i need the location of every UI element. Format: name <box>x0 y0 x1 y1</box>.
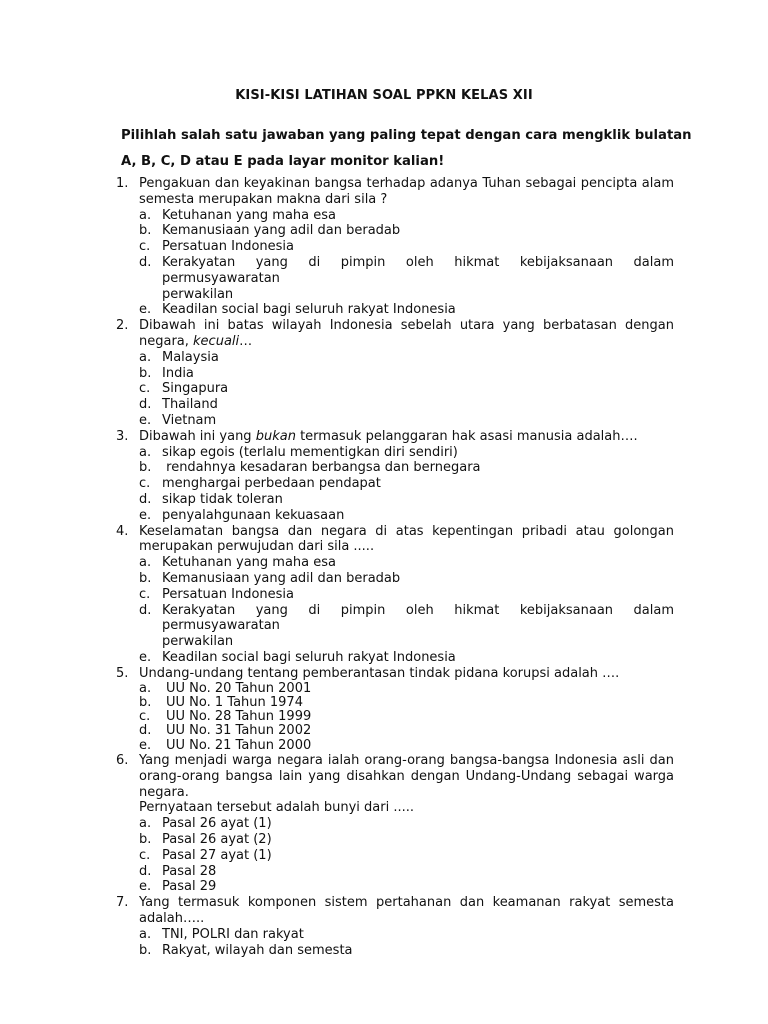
option-a[interactable] <box>0 816 768 832</box>
option-text: UU No. 21 Tahun 2000 <box>166 737 312 753</box>
question-text-line: negara, <box>139 333 194 349</box>
question-text <box>139 895 674 927</box>
option-text: Pasal 29 <box>162 879 217 895</box>
option-text: UU No. 20 Tahun 2001 <box>166 680 312 696</box>
option-text: UU No. 31 Tahun 2002 <box>166 723 312 739</box>
question-text: Undang-undang tentang pemberantasan tindak pidana korupsi adalah …. <box>139 665 620 681</box>
option-text: Keadilan social bagi seluruh rakyat Indonesia <box>162 302 456 318</box>
option-letter: b. <box>139 694 152 710</box>
option-d[interactable] <box>0 255 768 302</box>
question-number: 3. <box>116 428 129 444</box>
option-letter: e. <box>139 507 152 523</box>
option-text: Rakyat, wilayah dan semesta <box>162 942 353 958</box>
option-c[interactable] <box>0 848 768 864</box>
question-text-line: Dibawah ini batas wilayah Indonesia sebelah utara yang berbatasan dengan <box>139 318 674 334</box>
question-4 <box>0 524 768 666</box>
option-text: menghargai perbedaan pendapat <box>162 476 381 492</box>
option-letter: b. <box>139 942 152 958</box>
question-1 <box>0 176 768 318</box>
option-d[interactable] <box>0 603 768 650</box>
option-b[interactable] <box>0 366 768 382</box>
option-text <box>162 255 674 302</box>
option-letter: c. <box>139 476 151 492</box>
option-list <box>0 555 768 666</box>
question-number: 5. <box>116 665 129 681</box>
option-letter: e. <box>139 649 152 665</box>
question-text <box>139 318 674 350</box>
option-letter: c. <box>139 586 151 602</box>
option-letter: b. <box>139 365 152 381</box>
option-letter: e. <box>139 302 152 318</box>
question-text-tail: … <box>239 333 253 349</box>
option-c[interactable] <box>0 587 768 603</box>
option-text: Kemanusiaan yang adil dan beradab <box>162 570 401 586</box>
option-text <box>162 603 674 650</box>
option-text: Keadilan social bagi seluruh rakyat Indonesia <box>162 649 456 665</box>
option-a[interactable] <box>0 927 768 943</box>
question-3 <box>0 429 768 524</box>
option-a[interactable] <box>0 445 768 461</box>
question-text-tail: termasuk pelanggaran hak asasi manusia adalah…. <box>295 428 638 444</box>
question-text <box>139 176 674 208</box>
option-text-line: Kerakyatan yang di pimpin oleh hikmat kebijaksanaan dalam permusyawaratan <box>162 602 674 634</box>
option-letter: e. <box>139 412 152 428</box>
question-text <box>139 753 674 800</box>
option-text-line: perwakilan <box>162 286 234 302</box>
question-text-line: Pengakuan dan keyakinan bangsa terhadap adanya Tuhan sebagai pencipta alam <box>139 176 674 191</box>
question-text <box>139 524 674 556</box>
option-letter: a. <box>139 207 152 223</box>
option-a[interactable] <box>0 350 768 366</box>
instruction-line-1: Pilihlah salah satu jawaban yang paling tepat dengan cara mengklik bulatan <box>121 128 692 143</box>
option-c[interactable] <box>0 476 768 492</box>
option-letter: b. <box>139 831 152 847</box>
question-text-line: Yang menjadi warga negara ialah orang-orang bangsa-bangsa Indonesia asli dan <box>139 752 674 768</box>
option-text: India <box>162 365 194 381</box>
option-b[interactable] <box>0 696 768 710</box>
option-list <box>0 350 768 429</box>
question-emphasis: kecuali <box>193 333 240 349</box>
option-text: Persatuan Indonesia <box>162 239 294 255</box>
option-text-line: perwakilan <box>162 634 234 650</box>
option-letter: c. <box>139 847 151 863</box>
option-list <box>0 816 768 895</box>
question-text-line: orang-orang bangsa lain yang disahkan dengan Undang-Undang sebagai warga <box>139 768 674 784</box>
option-e[interactable] <box>0 302 768 318</box>
option-text: sikap egois (terlalu mementigkan diri sendiri) <box>162 444 458 460</box>
option-letter: d. <box>139 723 152 739</box>
option-letter: d. <box>139 254 152 270</box>
option-text: Kemanusiaan yang adil dan beradab <box>162 223 401 239</box>
question-statement: Pernyataan tersebut adalah bunyi dari ..... <box>139 800 414 816</box>
option-text-line: Kerakyatan yang di pimpin oleh hikmat kebijaksanaan dalam permusyawaratan <box>162 254 674 286</box>
question-number: 6. <box>116 752 129 768</box>
question-list <box>0 176 768 958</box>
question-6 <box>0 753 768 895</box>
option-text: UU No. 1 Tahun 1974 <box>166 694 303 710</box>
option-b[interactable] <box>0 832 768 848</box>
option-c[interactable] <box>0 381 768 397</box>
option-list <box>0 208 768 319</box>
option-letter: a. <box>139 926 152 942</box>
option-d[interactable] <box>0 724 768 738</box>
option-b[interactable] <box>0 943 768 959</box>
question-text <box>139 429 674 445</box>
option-letter: a. <box>139 444 152 460</box>
question-7 <box>0 895 768 958</box>
question-emphasis: bukan <box>255 428 296 444</box>
option-letter: d. <box>139 397 152 413</box>
page-title: KISI-KISI LATIHAN SOAL PPKN KELAS XII <box>235 88 533 103</box>
option-e[interactable] <box>0 508 768 524</box>
question-5 <box>0 666 768 753</box>
question-text-line: Keselamatan bangsa dan negara di atas kepentingan pribadi atau golongan <box>139 523 674 539</box>
option-letter: a. <box>139 555 152 571</box>
question-text-line: semesta merupakan makna dari sila ? <box>139 191 388 207</box>
option-list <box>0 682 768 753</box>
option-text: UU No. 28 Tahun 1999 <box>166 709 312 725</box>
option-letter: c. <box>139 239 151 255</box>
option-letter: b. <box>139 460 152 476</box>
option-letter: b. <box>139 223 152 239</box>
option-a[interactable] <box>0 555 768 571</box>
option-text: rendahnya kesadaran berbangsa dan bernegara <box>162 460 481 476</box>
option-letter: d. <box>139 863 152 879</box>
question-text-line: Yang termasuk komponen sistem pertahanan dan keamanan rakyat semesta <box>139 895 674 911</box>
option-letter: e. <box>139 879 152 895</box>
option-text: Persatuan Indonesia <box>162 586 294 602</box>
instruction-line-2: A, B, C, D atau E pada layar monitor kalian! <box>121 154 445 169</box>
option-letter: b. <box>139 570 152 586</box>
option-letter: c. <box>139 381 151 397</box>
option-b[interactable] <box>0 223 768 239</box>
option-e[interactable] <box>0 650 768 666</box>
option-text: TNI, POLRI dan rakyat <box>162 926 304 942</box>
option-letter: c. <box>139 709 151 725</box>
option-b[interactable] <box>0 571 768 587</box>
question-number: 2. <box>116 318 129 334</box>
option-list <box>0 445 768 524</box>
option-d[interactable] <box>0 492 768 508</box>
option-letter: a. <box>139 349 152 365</box>
option-text: Pasal 26 ayat (2) <box>162 831 272 847</box>
question-2 <box>0 318 768 429</box>
question-text-line: merupakan perwujudan dari sila ..... <box>139 539 375 555</box>
option-c[interactable] <box>0 239 768 255</box>
option-letter: a. <box>139 680 152 696</box>
option-text: Pasal 27 ayat (1) <box>162 847 272 863</box>
question-number: 1. <box>116 176 129 191</box>
option-text: Singapura <box>162 381 229 397</box>
question-text-line: adalah….. <box>139 910 205 926</box>
option-e[interactable] <box>0 739 768 753</box>
option-letter: e. <box>139 737 152 753</box>
option-text: penyalahgunaan kekuasaan <box>162 507 345 523</box>
option-c[interactable] <box>0 710 768 724</box>
question-text-line: negara. <box>139 784 189 800</box>
option-letter: a. <box>139 816 152 832</box>
option-text: Ketuhanan yang maha esa <box>162 555 336 571</box>
option-b[interactable] <box>0 460 768 476</box>
question-text-head: Dibawah ini yang <box>139 428 256 444</box>
option-letter: d. <box>139 602 152 618</box>
option-d[interactable] <box>0 864 768 880</box>
option-text: Ketuhanan yang maha esa <box>162 207 336 223</box>
option-d[interactable] <box>0 397 768 413</box>
option-text: Pasal 28 <box>162 863 217 879</box>
option-a[interactable] <box>0 682 768 696</box>
option-e[interactable] <box>0 413 768 429</box>
option-e[interactable] <box>0 879 768 895</box>
option-a[interactable] <box>0 208 768 224</box>
question-number: 7. <box>116 895 129 911</box>
option-text: Malaysia <box>162 349 219 365</box>
option-text: Thailand <box>162 397 218 413</box>
option-text: Pasal 26 ayat (1) <box>162 816 272 832</box>
option-text: Vietnam <box>162 412 217 428</box>
option-list <box>0 927 768 959</box>
question-number: 4. <box>116 523 129 539</box>
option-letter: d. <box>139 491 152 507</box>
option-text: sikap tidak toleran <box>162 491 283 507</box>
